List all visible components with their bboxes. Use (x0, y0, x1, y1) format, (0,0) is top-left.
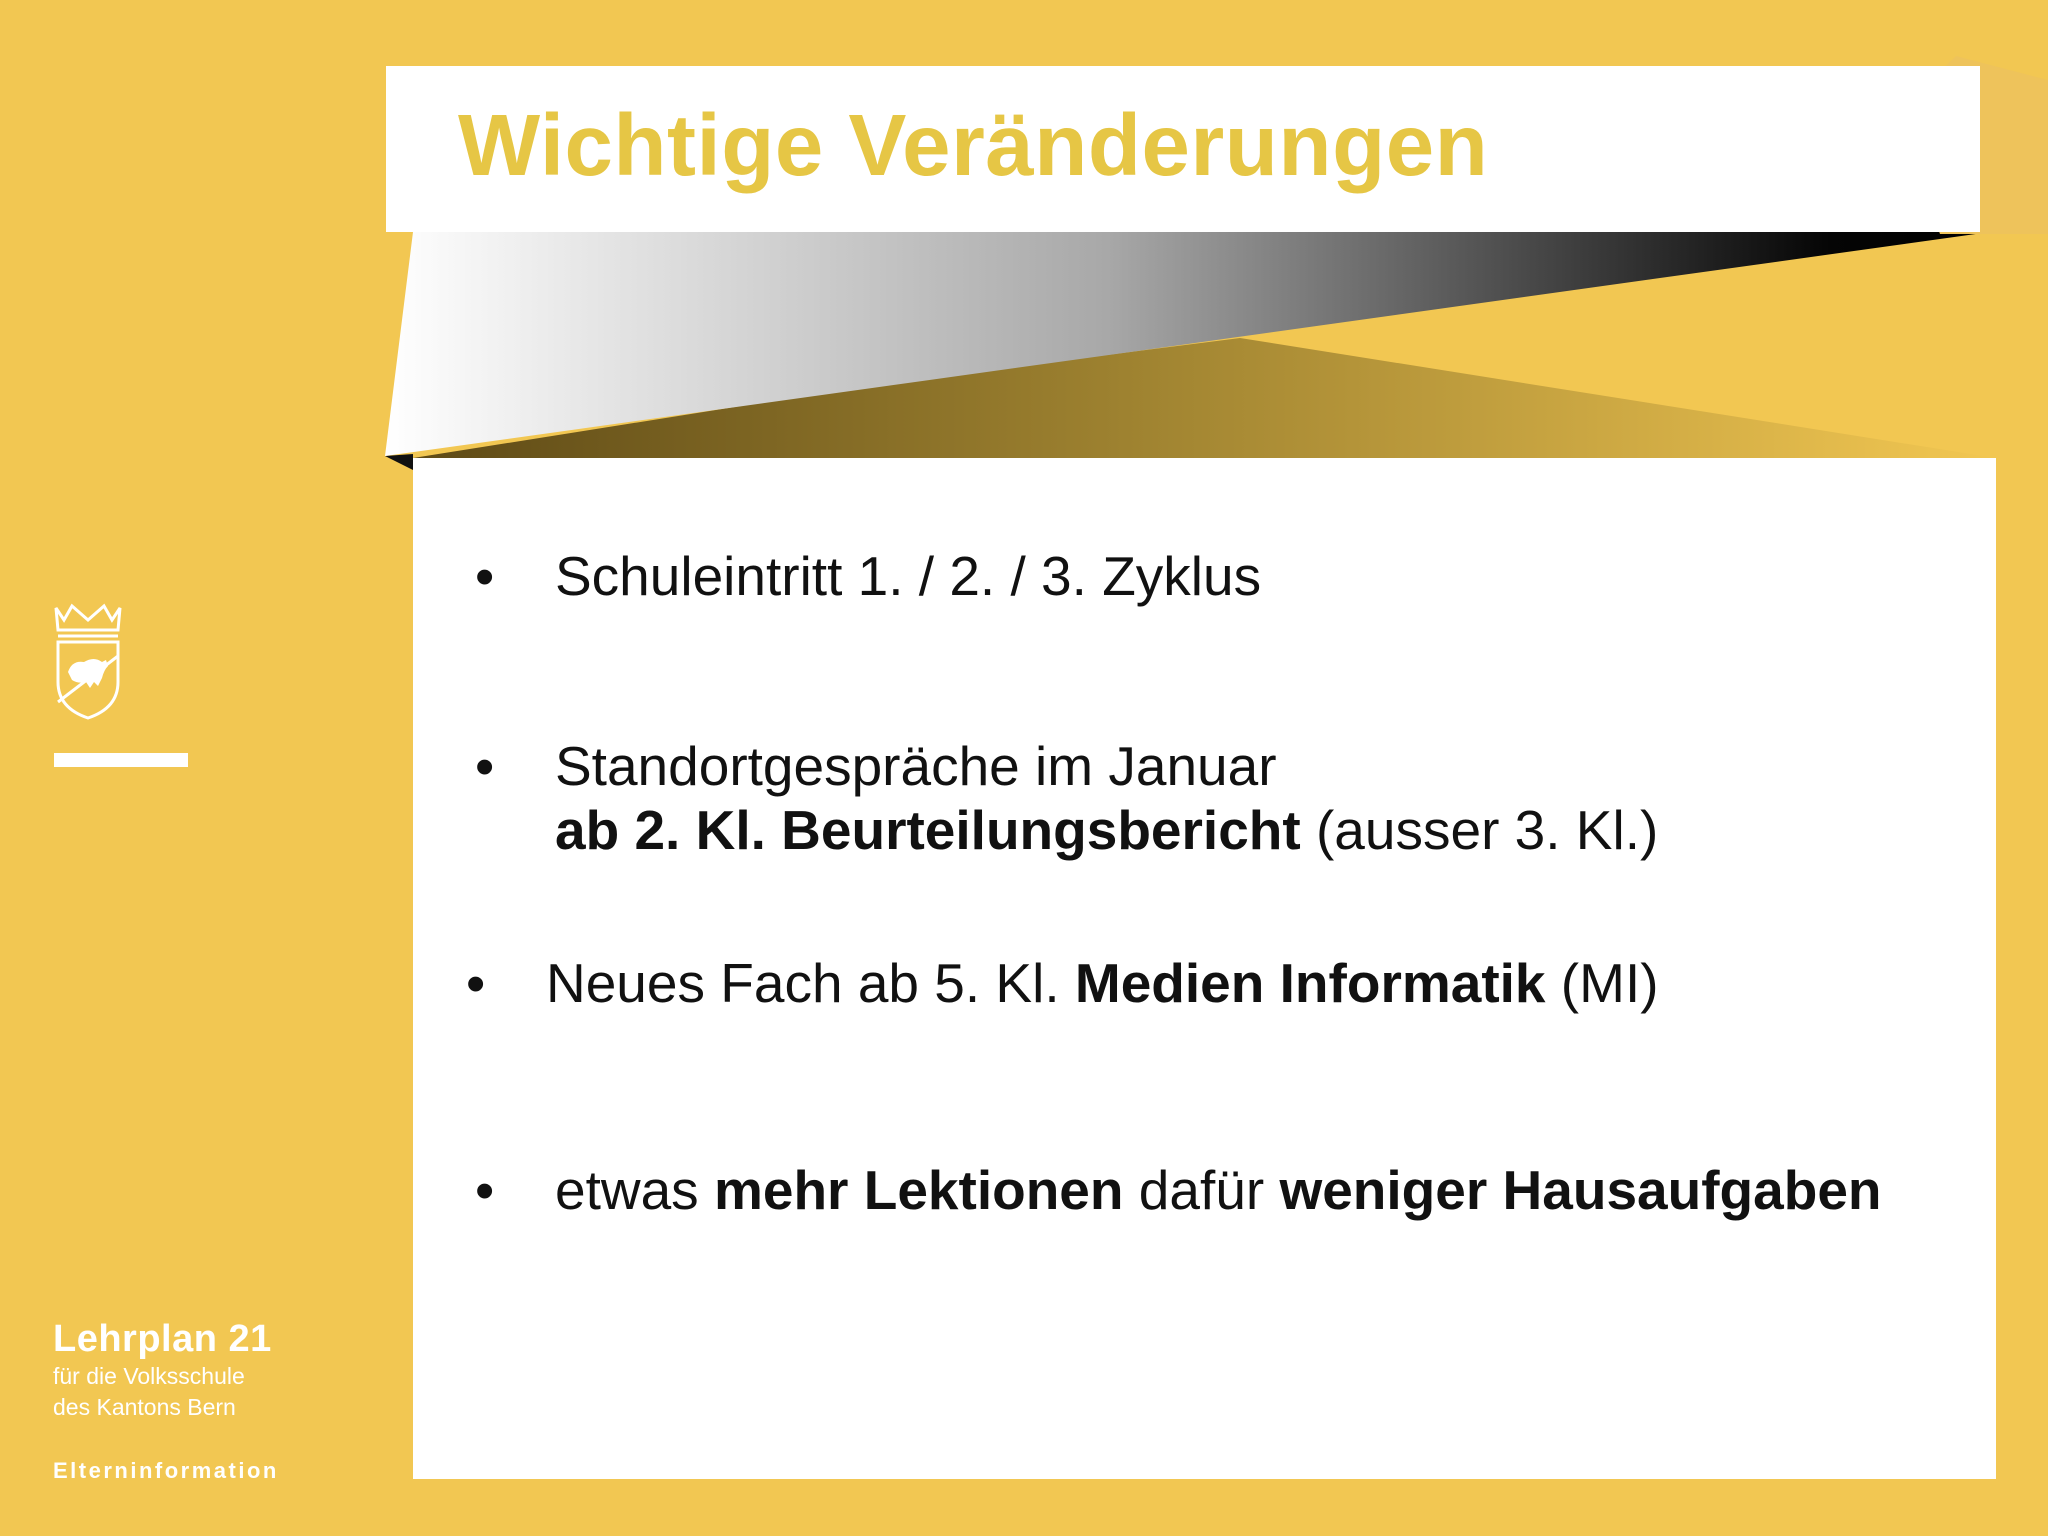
slide-title: Wichtige Veränderungen (458, 97, 1489, 194)
bullet-text (555, 1158, 1882, 1222)
bullet-marker: • (475, 545, 495, 607)
brand-subtitle-line-1: für die Volksschule (53, 1363, 245, 1389)
bullet-span: (MI) (1545, 952, 1659, 1014)
bullet-line (555, 1159, 1882, 1221)
bullet-span-bold: weniger Hausaufgaben (1279, 1159, 1882, 1221)
bullet-span: Schuleintritt 1. / 2. / 3. Zyklus (555, 545, 1262, 607)
bullet-item-1 (475, 544, 1261, 608)
brand-title: Lehrplan 21 (53, 1318, 272, 1360)
content-panel (413, 454, 1996, 1479)
bern-coat-of-arms-icon (50, 600, 126, 722)
bullet-item-2 (475, 734, 1658, 862)
bullet-line (546, 952, 1659, 1014)
bullet-line (555, 545, 1261, 607)
bullet-text (555, 734, 1658, 862)
bullet-marker: • (475, 735, 495, 797)
bullet-item-4 (475, 1158, 1882, 1222)
bullet-span: Standortgespräche im Januar (555, 735, 1277, 797)
dark-ribbon-tip (385, 454, 413, 470)
bullet-span: (ausser 3. Kl.) (1300, 799, 1659, 861)
sidebar-rule (54, 753, 188, 767)
brand-block (53, 1317, 272, 1423)
bullet-marker: • (466, 952, 486, 1014)
brand-subtitle-line-2: des Kantons Bern (53, 1394, 236, 1420)
bullet-span-bold: ab 2. Kl. Beurteilungsbericht (555, 799, 1301, 861)
bullet-text (546, 951, 1659, 1015)
bullet-span-bold: mehr Lektionen (713, 1159, 1124, 1221)
brand-footer: Elterninformation (53, 1458, 279, 1483)
bullet-span: etwas (555, 1159, 714, 1221)
bullet-line (555, 734, 1658, 798)
bullet-span: dafür (1123, 1159, 1280, 1221)
bullet-marker: • (475, 1159, 495, 1221)
bullet-span: Neues Fach ab 5. Kl. (546, 952, 1075, 1014)
bullet-span-bold: Medien Informatik (1074, 952, 1546, 1014)
bullet-text (555, 544, 1261, 608)
bullet-item-3 (466, 951, 1659, 1015)
bullet-line (555, 798, 1658, 862)
